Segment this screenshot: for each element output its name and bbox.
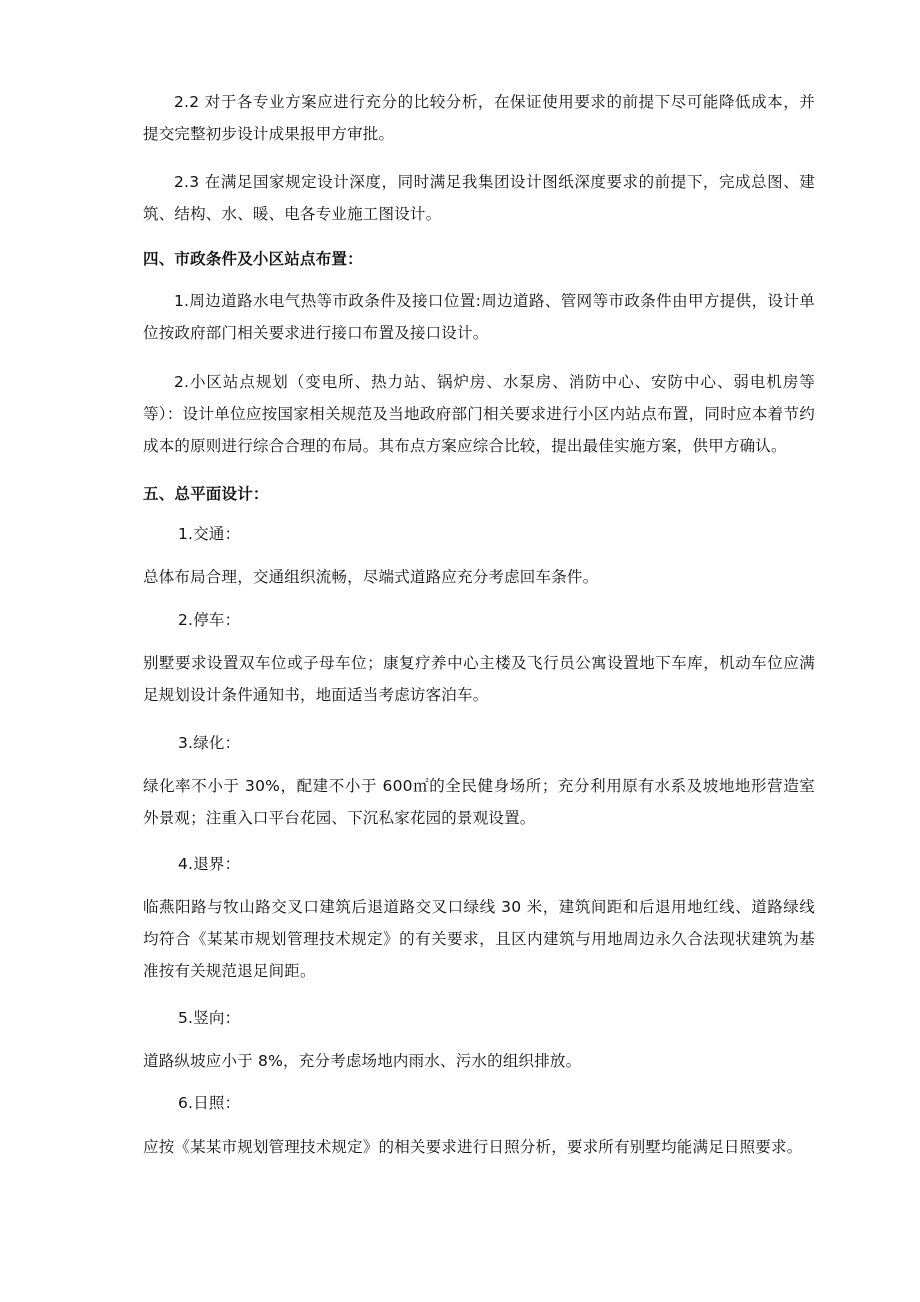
- paragraph-station-planning: 2.小区站点规划（变电所、热力站、锅炉房、水泵房、消防中心、安防中心、弱电机房等等）：设计单位应按国家相关规范及当地政府部门相关要求进行小区内站点布置，同时应本着节约成本的原则进行综合合理的布局。其布点方案应综合比较，提出最佳实施方案，供甲方确认。: [143, 373, 815, 455]
- subsection-title-sunlight: 6.日照：: [178, 1094, 241, 1112]
- subsection-title-parking: 2.停车：: [178, 611, 241, 629]
- paragraph-2-2: 2.2 对于各专业方案应进行充分的比较分析，在保证使用要求的前提下尽可能降低成本，并提交完整初步设计成果报甲方审批。: [143, 93, 815, 143]
- subsection-title-vertical: 5.竖向：: [178, 1009, 241, 1027]
- subsection-body-sunlight: 应按《某某市规划管理技术规定》的相关要求进行日照分析，要求所有别墅均能满足日照要求。: [143, 1138, 803, 1156]
- section-heading-5: 五、总平面设计：: [143, 485, 269, 503]
- subsection-body-greening: 绿化率不小于 30%，配建不小于 600㎡的全民健身场所；充分利用原有水系及坡地地形营造室外景观；注重入口平台花园、下沉私家花园的景观设置。: [143, 777, 815, 827]
- paragraph-2-3: 2.3 在满足国家规定设计深度，同时满足我集团设计图纸深度要求的前提下，完成总图、建筑、结构、水、暖、电各专业施工图设计。: [143, 173, 815, 223]
- subsection-title-traffic: 1.交通：: [178, 525, 241, 543]
- subsection-title-setback: 4.退界：: [178, 855, 241, 873]
- subsection-body-setback: 临燕阳路与牧山路交叉口建筑后退道路交叉口绿线 30 米，建筑间距和后退用地红线、道路绿线均符合《某某市规划管理技术规定》的有关要求，且区内建筑与用地周边永久合法现状建筑为基准按有关规范退足间距。: [143, 898, 815, 980]
- subsection-title-greening: 3.绿化：: [178, 734, 241, 752]
- subsection-body-traffic: 总体布局合理，交通组织流畅，尽端式道路应充分考虑回车条件。: [143, 568, 599, 586]
- subsection-body-vertical: 道路纵坡应小于 8%，充分考虑场地内雨水、污水的组织排放。: [143, 1052, 582, 1070]
- paragraph-municipal-conditions: 1.周边道路水电气热等市政条件及接口位置:周边道路、管网等市政条件由甲方提供，设计单位按政府部门相关要求进行接口布置及接口设计。: [143, 292, 815, 342]
- subsection-body-parking: 别墅要求设置双车位或子母车位；康复疗养中心主楼及飞行员公寓设置地下车库，机动车位应满足规划设计条件通知书，地面适当考虑访客泊车。: [143, 654, 815, 704]
- section-heading-4: 四、市政条件及小区站点布置：: [143, 250, 363, 268]
